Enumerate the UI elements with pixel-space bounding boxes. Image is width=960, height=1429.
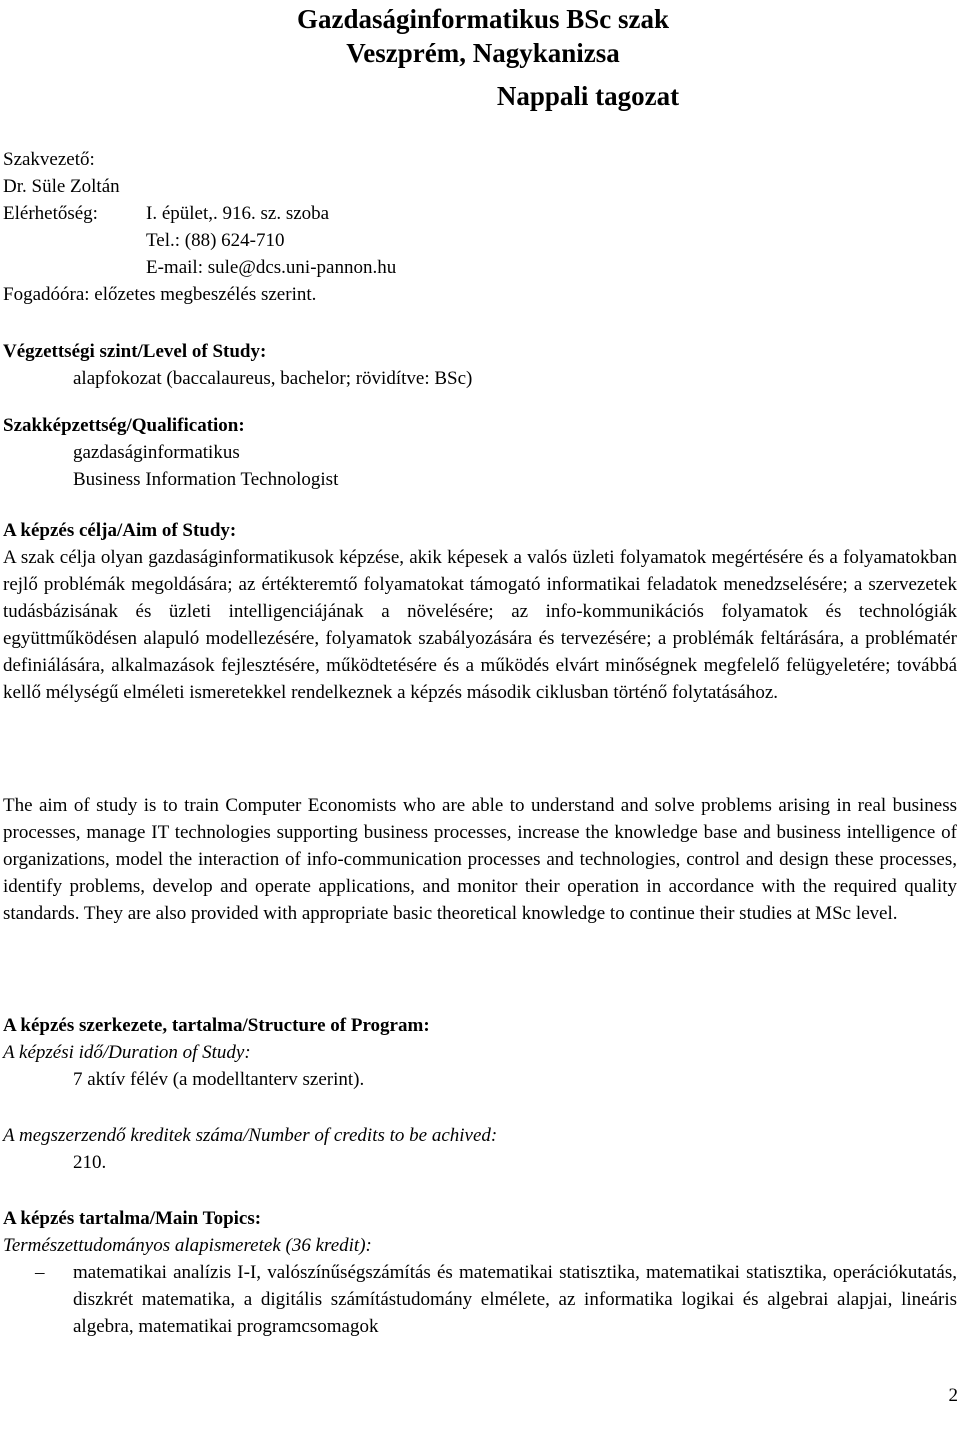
leader-name: Dr. Süle Zoltán	[3, 176, 120, 197]
reach-row	[3, 200, 396, 227]
qualification-en: Business Information Technologist	[73, 469, 339, 490]
phone: Tel.: (88) 624-710	[146, 230, 285, 251]
topics-heading: A képzés tartalma/Main Topics:	[3, 1208, 262, 1229]
aim-heading: A képzés célja/Aim of Study:	[3, 520, 237, 541]
title-line-2: Veszprém, Nagykanizsa	[346, 38, 620, 68]
science-label: Természettudományos alapismeretek (36 kredit):	[3, 1235, 372, 1256]
structure-section	[3, 1012, 430, 1093]
aim-text-en: The aim of study is to train Computer Economists who are able to understand and solve problems arising in real business processes, manage IT technologies supporting business processes, increase the knowledge base and business intelligence of organizations, model the interaction of info-communication processes and technologies, control and design these processes, identify problems, develop and operate applications, and monitor their operation in accordance with the required quality standards. They are also provided with appropriate basic theoretical knowledge to continue their studies at MSc level.	[3, 795, 957, 924]
dash-bullet-icon: –	[35, 1262, 45, 1283]
credits-section	[3, 1122, 497, 1176]
list-item	[3, 1259, 957, 1340]
qualification-section	[3, 412, 338, 493]
science-item-text: matematikai analízis I-I, valószínűségszámítás és matematikai statisztika, matematikai statisztika, operációkutatás, diszkrét matematika, a digitális számítástudomány elmélete, az informatika logikai és algebrai alapjai, lineáris algebra, matematikai programcsomagok	[73, 1262, 957, 1337]
contact-block	[3, 146, 396, 308]
page-number: 2	[948, 1385, 958, 1406]
email: E-mail: sule@dcs.uni-pannon.hu	[146, 257, 397, 278]
qualification-heading: Szakképzettség/Qualification:	[3, 415, 245, 436]
leader-label: Szakvezető:	[3, 149, 95, 170]
level-section	[3, 338, 472, 392]
credits-value: 210.	[73, 1152, 107, 1173]
aim-section	[3, 517, 957, 706]
aim-text-hu: A szak célja olyan gazdaságinformatikusok képzése, akik képesek a valós üzleti folyamatok megértésére és a folyamatokban rejlő problémák megoldására; az értékteremtő folyamatokat támogató informatikai feladatok menedzselésére; a szervezetek tudásbázisának és üzleti intelligenciájának a növelésére; az info-kommunikációs folyamatok és technológiák együttműködésen alapuló modellezésére, folyamatok szabályozására és tervezésére; a problémák feltárására, a problématér definiálására, alkalmazások fejlesztésére, működtetésére és a működés elvárt minőségnek megfelelő felügyeletére; továbbá kellő mélységű elméleti ismeretekkel rendelkeznek a képzés második ciklusban történő folytatásához.	[3, 547, 957, 703]
structure-heading: A képzés szerkezete, tartalma/Structure of Program:	[3, 1015, 430, 1036]
reach-label: Elérhetőség:	[3, 203, 98, 224]
credits-label: A megszerzendő kreditek száma/Number of credits to be achived:	[3, 1125, 498, 1146]
office-hours: Fogadóóra: előzetes megbeszélés szerint.	[3, 284, 317, 305]
qualification-hu: gazdaságinformatikus	[73, 442, 240, 463]
aim-english-section	[3, 792, 957, 927]
title-line-3: Nappali tagozat	[496, 81, 680, 111]
duration-value: 7 aktív félév (a modelltanterv szerint).	[73, 1069, 365, 1090]
room: I. épület,. 916. sz. szoba	[146, 203, 330, 224]
level-value: alapfokozat (baccalaureus, bachelor; rövidítve: BSc)	[73, 368, 473, 389]
title-line-1: Gazdaságinformatikus BSc szak	[296, 4, 670, 34]
level-heading: Végzettségi szint/Level of Study:	[3, 341, 267, 362]
duration-label: A képzési idő/Duration of Study:	[3, 1042, 251, 1063]
topics-section	[3, 1205, 957, 1340]
